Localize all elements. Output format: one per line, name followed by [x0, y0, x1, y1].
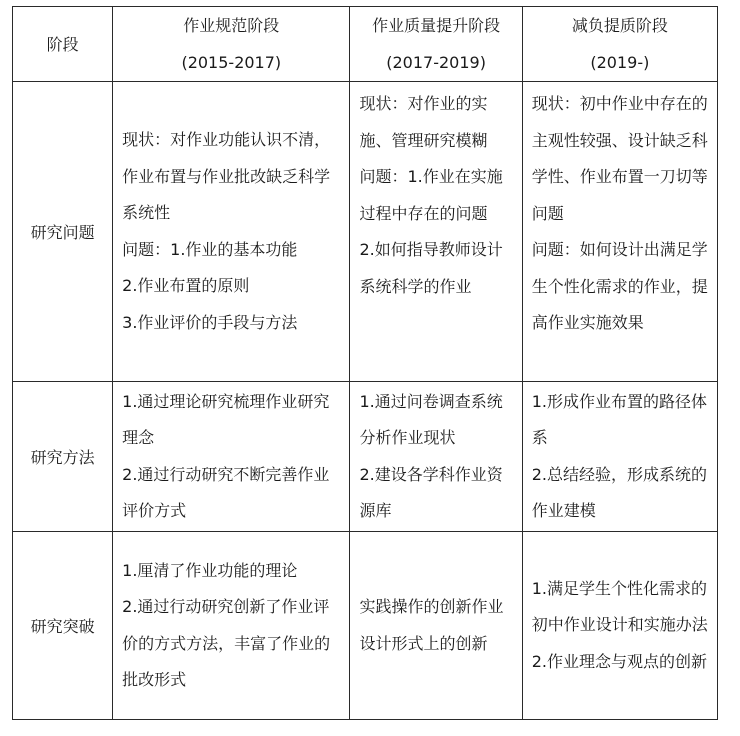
phase-1-years: (2015-2017) [181, 53, 282, 72]
cell-paragraph: 2.通过行动研究不断完善作业评价方式 [122, 464, 330, 520]
header-stage-label: 阶段 [46, 34, 79, 54]
comparison-table [12, 6, 718, 720]
cell-questions-phase-3 [522, 82, 717, 382]
cell-paragraph: 问题：如何设计出满足学生个性化需求的作业，提高作业实施效果 [531, 240, 708, 332]
phase-3-name: 减负提质阶段 [571, 16, 668, 35]
header-phase-2 [350, 7, 522, 82]
cell-methods-phase-3 [522, 382, 717, 532]
cell-paragraph: 2.总结经验，形成系统的作业建模 [531, 464, 707, 520]
cell-paragraph: 1.满足学生个性化需求的初中作业设计和实施办法 [531, 578, 708, 635]
table-row-research-questions [13, 82, 718, 382]
cell-paragraph: 1.通过问卷调查系统分析作业现状 [359, 391, 503, 447]
cell-paragraph: 实践操作的创新作业设计形式上的创新 [359, 597, 504, 653]
table-row-research-breakthroughs [13, 532, 718, 720]
header-phase-3 [522, 7, 717, 82]
cell-paragraph: 2.作业布置的原则 [122, 276, 250, 295]
cell-breakthroughs-phase-3 [522, 532, 717, 720]
cell-paragraph: 1.通过理论研究梳理作业研究理念 [122, 391, 330, 447]
phase-1-name: 作业规范阶段 [183, 16, 280, 35]
cell-paragraph: 1.厘清了作业功能的理论 [122, 560, 298, 580]
header-row [13, 7, 718, 82]
cell-methods-phase-2 [350, 382, 522, 532]
cell-paragraph: 2.如何指导教师设计系统科学的作业 [359, 240, 503, 296]
cell-paragraph: 3.作业评价的手段与方法 [122, 312, 298, 332]
phase-2-name: 作业质量提升阶段 [372, 16, 501, 35]
table-row-research-methods [13, 382, 718, 532]
cell-paragraph: 问题：1.作业在实施过程中存在的问题 [359, 167, 503, 223]
cell-paragraph: 现状：对作业功能认识不清，作业布置与作业批改缺乏科学系统性 [122, 130, 331, 222]
cell-paragraph: 现状：初中作业中存在的主观性较强、设计缺乏科学性、作业布置一刀切等问题 [531, 94, 708, 223]
cell-paragraph: 现状：对作业的实施、管理研究模糊 [359, 94, 488, 150]
cell-questions-phase-2 [350, 82, 522, 382]
cell-paragraph: 2.建设各学科作业资源库 [359, 464, 503, 520]
header-phase-1 [113, 7, 350, 82]
row-label: 研究问题 [13, 82, 113, 382]
row-label: 研究方法 [13, 382, 113, 532]
cell-questions-phase-1 [113, 82, 350, 382]
header-stage-cell [13, 7, 113, 82]
phase-3-years: (2019-) [590, 53, 650, 72]
cell-breakthroughs-phase-1 [113, 532, 350, 720]
cell-paragraph: 1.形成作业布置的路径体系 [531, 391, 707, 447]
cell-paragraph: 问题：1.作业的基本功能 [122, 239, 298, 259]
cell-breakthroughs-phase-2 [350, 532, 522, 720]
cell-paragraph: 2.通过行动研究创新了作业评价的方式方法，丰富了作业的批改形式 [122, 597, 331, 689]
row-label: 研究突破 [13, 532, 113, 720]
cell-paragraph: 2.作业理念与观点的创新 [531, 651, 707, 671]
phase-2-years: (2017-2019) [386, 53, 486, 72]
cell-methods-phase-1 [113, 382, 350, 532]
